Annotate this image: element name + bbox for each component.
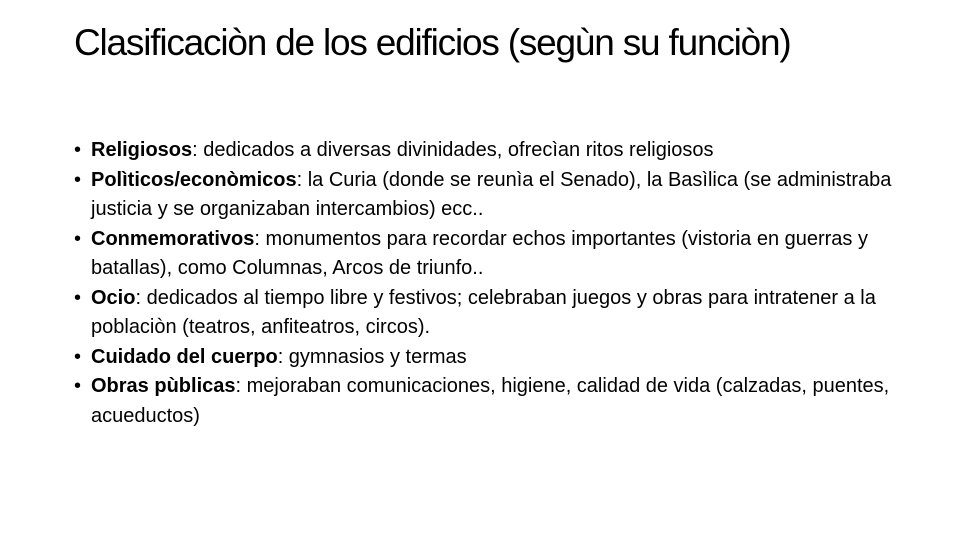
bullet-term: Cuidado del cuerpo [91,345,278,368]
bullet-term: Ocio [91,286,136,309]
bullet-item-conmemorativos [74,225,934,284]
bullet-item-politicos [74,166,934,225]
bullet-term: Conmemorativos [91,227,255,250]
bullet-icon: • [74,345,82,368]
bullet-text: : mejoraban comunicaciones, higiene, calidad de vida (calzadas, puentes, acueductos) [91,375,890,427]
bullet-icon: • [74,286,82,309]
bullet-text: : gymnasios y termas [277,345,467,368]
bullet-item-cuidado-del-cuerpo [74,343,934,373]
bullet-icon: • [74,139,82,161]
bullet-list [74,136,934,431]
bullet-text: : monumentos para recordar echos importantes (vistoria en guerras y batallas), como Columnas, Arcos de triunfo.. [91,227,868,279]
bullet-icon: • [74,375,82,397]
bullet-icon: • [74,168,82,191]
bullet-item-religiosos [74,136,934,166]
bullet-term: Polìticos/econòmicos [91,168,297,191]
bullet-text: : la Curia (donde se reunìa el Senado), la Basìlica (se administraba justicia y se organizaban intercambios) ecc.. [91,168,892,220]
bullet-icon: • [74,227,82,250]
bullet-term: Obras pùblicas [91,375,236,397]
bullet-text: : dedicados a diversas divinidades, ofrecìan ritos religiosos [192,139,714,161]
bullet-item-ocio [74,284,934,343]
bullet-item-obras-publicas [74,372,934,431]
bullet-text: : dedicados al tiempo libre y festivos; celebraban juegos y obras para intratener a la poblaciòn (teatros, anfiteatros, circos). [91,286,876,338]
bullet-term: Religiosos [91,139,193,161]
slide-title: Clasificaciòn de los edificios (segùn su funciòn) [74,22,791,63]
